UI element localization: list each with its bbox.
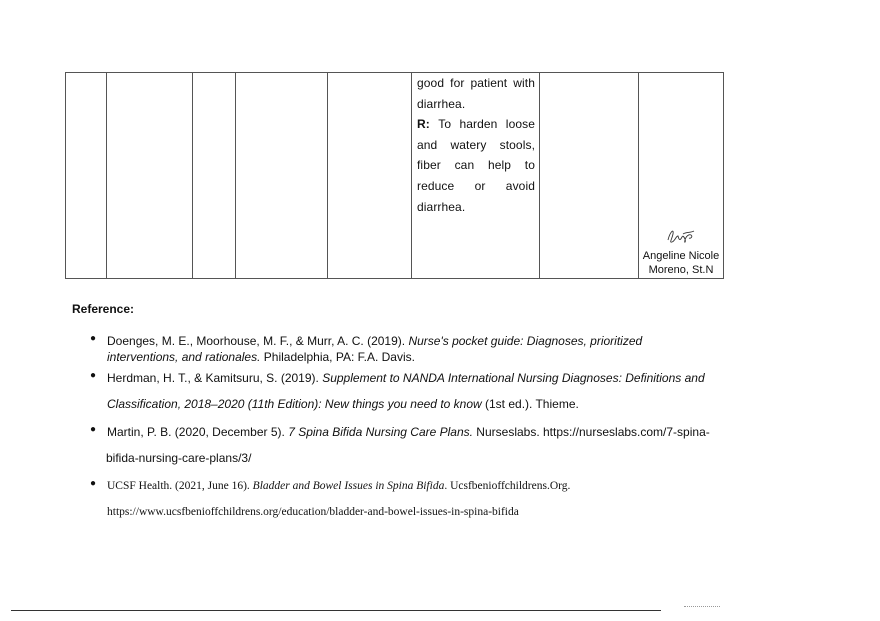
bullet-icon: ● <box>90 333 97 344</box>
table-cell-col4 <box>236 73 328 279</box>
signatory-name: Angeline Nicole <box>642 250 720 262</box>
bullet-icon: ● <box>90 478 97 489</box>
footer-rule <box>11 610 661 611</box>
signature-cell <box>639 73 724 279</box>
signatory-credential: Moreno, St.N <box>648 264 714 276</box>
ref-title: Supplement to NANDA International Nursing Diagnoses: Definitions and <box>322 371 705 385</box>
ref-title: Nurse's pocket guide: Diagnoses, prioritized <box>408 334 643 348</box>
ref-authors: Herdman, H. T., & Kamitsuru, S. (2019). <box>107 371 323 385</box>
ref-title: 7 Spina Bifida Nursing Care Plans. <box>288 425 473 439</box>
rationale-line: reduce or avoid <box>417 178 535 193</box>
table-cell-col1 <box>66 73 107 279</box>
ref-title: Bladder and Bowel Issues in Spina Bifida <box>252 480 445 492</box>
rationale-line: diarrhea. <box>417 199 466 214</box>
intervention-cell <box>412 73 540 279</box>
care-plan-table <box>65 72 724 279</box>
table-cell-col7 <box>540 73 639 279</box>
table-cell-col5 <box>328 73 412 279</box>
ref-publisher: . Ucsfbenioffchildrens.Org. <box>444 480 571 492</box>
ref-authors: Doenges, M. E., Moorhouse, M. F., & Murr, A. C. (2019). <box>107 334 409 348</box>
rationale-line: fiber can help to <box>417 158 535 173</box>
reference-heading: Reference: <box>72 302 135 316</box>
ref-publisher: Philadelphia, PA: F.A. Davis. <box>260 350 415 364</box>
table-cell-col2 <box>107 73 193 279</box>
bullet-icon: ● <box>90 424 97 435</box>
rationale-line: and watery stools, <box>417 137 535 152</box>
rationale-label: R: <box>417 117 430 132</box>
ref-title-cont: interventions, and rationales. <box>107 350 261 364</box>
ref-url: https://www.ucsfbenioffchildrens.org/education/bladder-and-bowel-issues-in-spina-bifida <box>107 506 519 518</box>
signature-icon <box>664 225 698 247</box>
ref-publisher: Nurseslabs. https://nurseslabs.com/7-spina- <box>472 425 710 439</box>
care-plan-row <box>66 73 724 279</box>
ref-authors: UCSF Health. (2021, June 16). <box>107 480 253 492</box>
ref-url-cont: bifida-nursing-care-plans/3/ <box>106 451 252 465</box>
intervention-line: diarrhea. <box>417 96 466 111</box>
intervention-line: good for patient with <box>417 76 535 90</box>
ref-title-cont: Classification, 2018–2020 (11th Edition): New things you need to know <box>107 397 482 411</box>
rationale-line: To harden loose <box>438 117 535 132</box>
ref-authors: Martin, P. B. (2020, December 5). <box>107 425 289 439</box>
ref-publisher: (1st ed.). Thieme. <box>481 397 579 411</box>
footer-dots <box>684 606 720 609</box>
table-cell-col3 <box>193 73 236 279</box>
bullet-icon: ● <box>90 370 97 381</box>
